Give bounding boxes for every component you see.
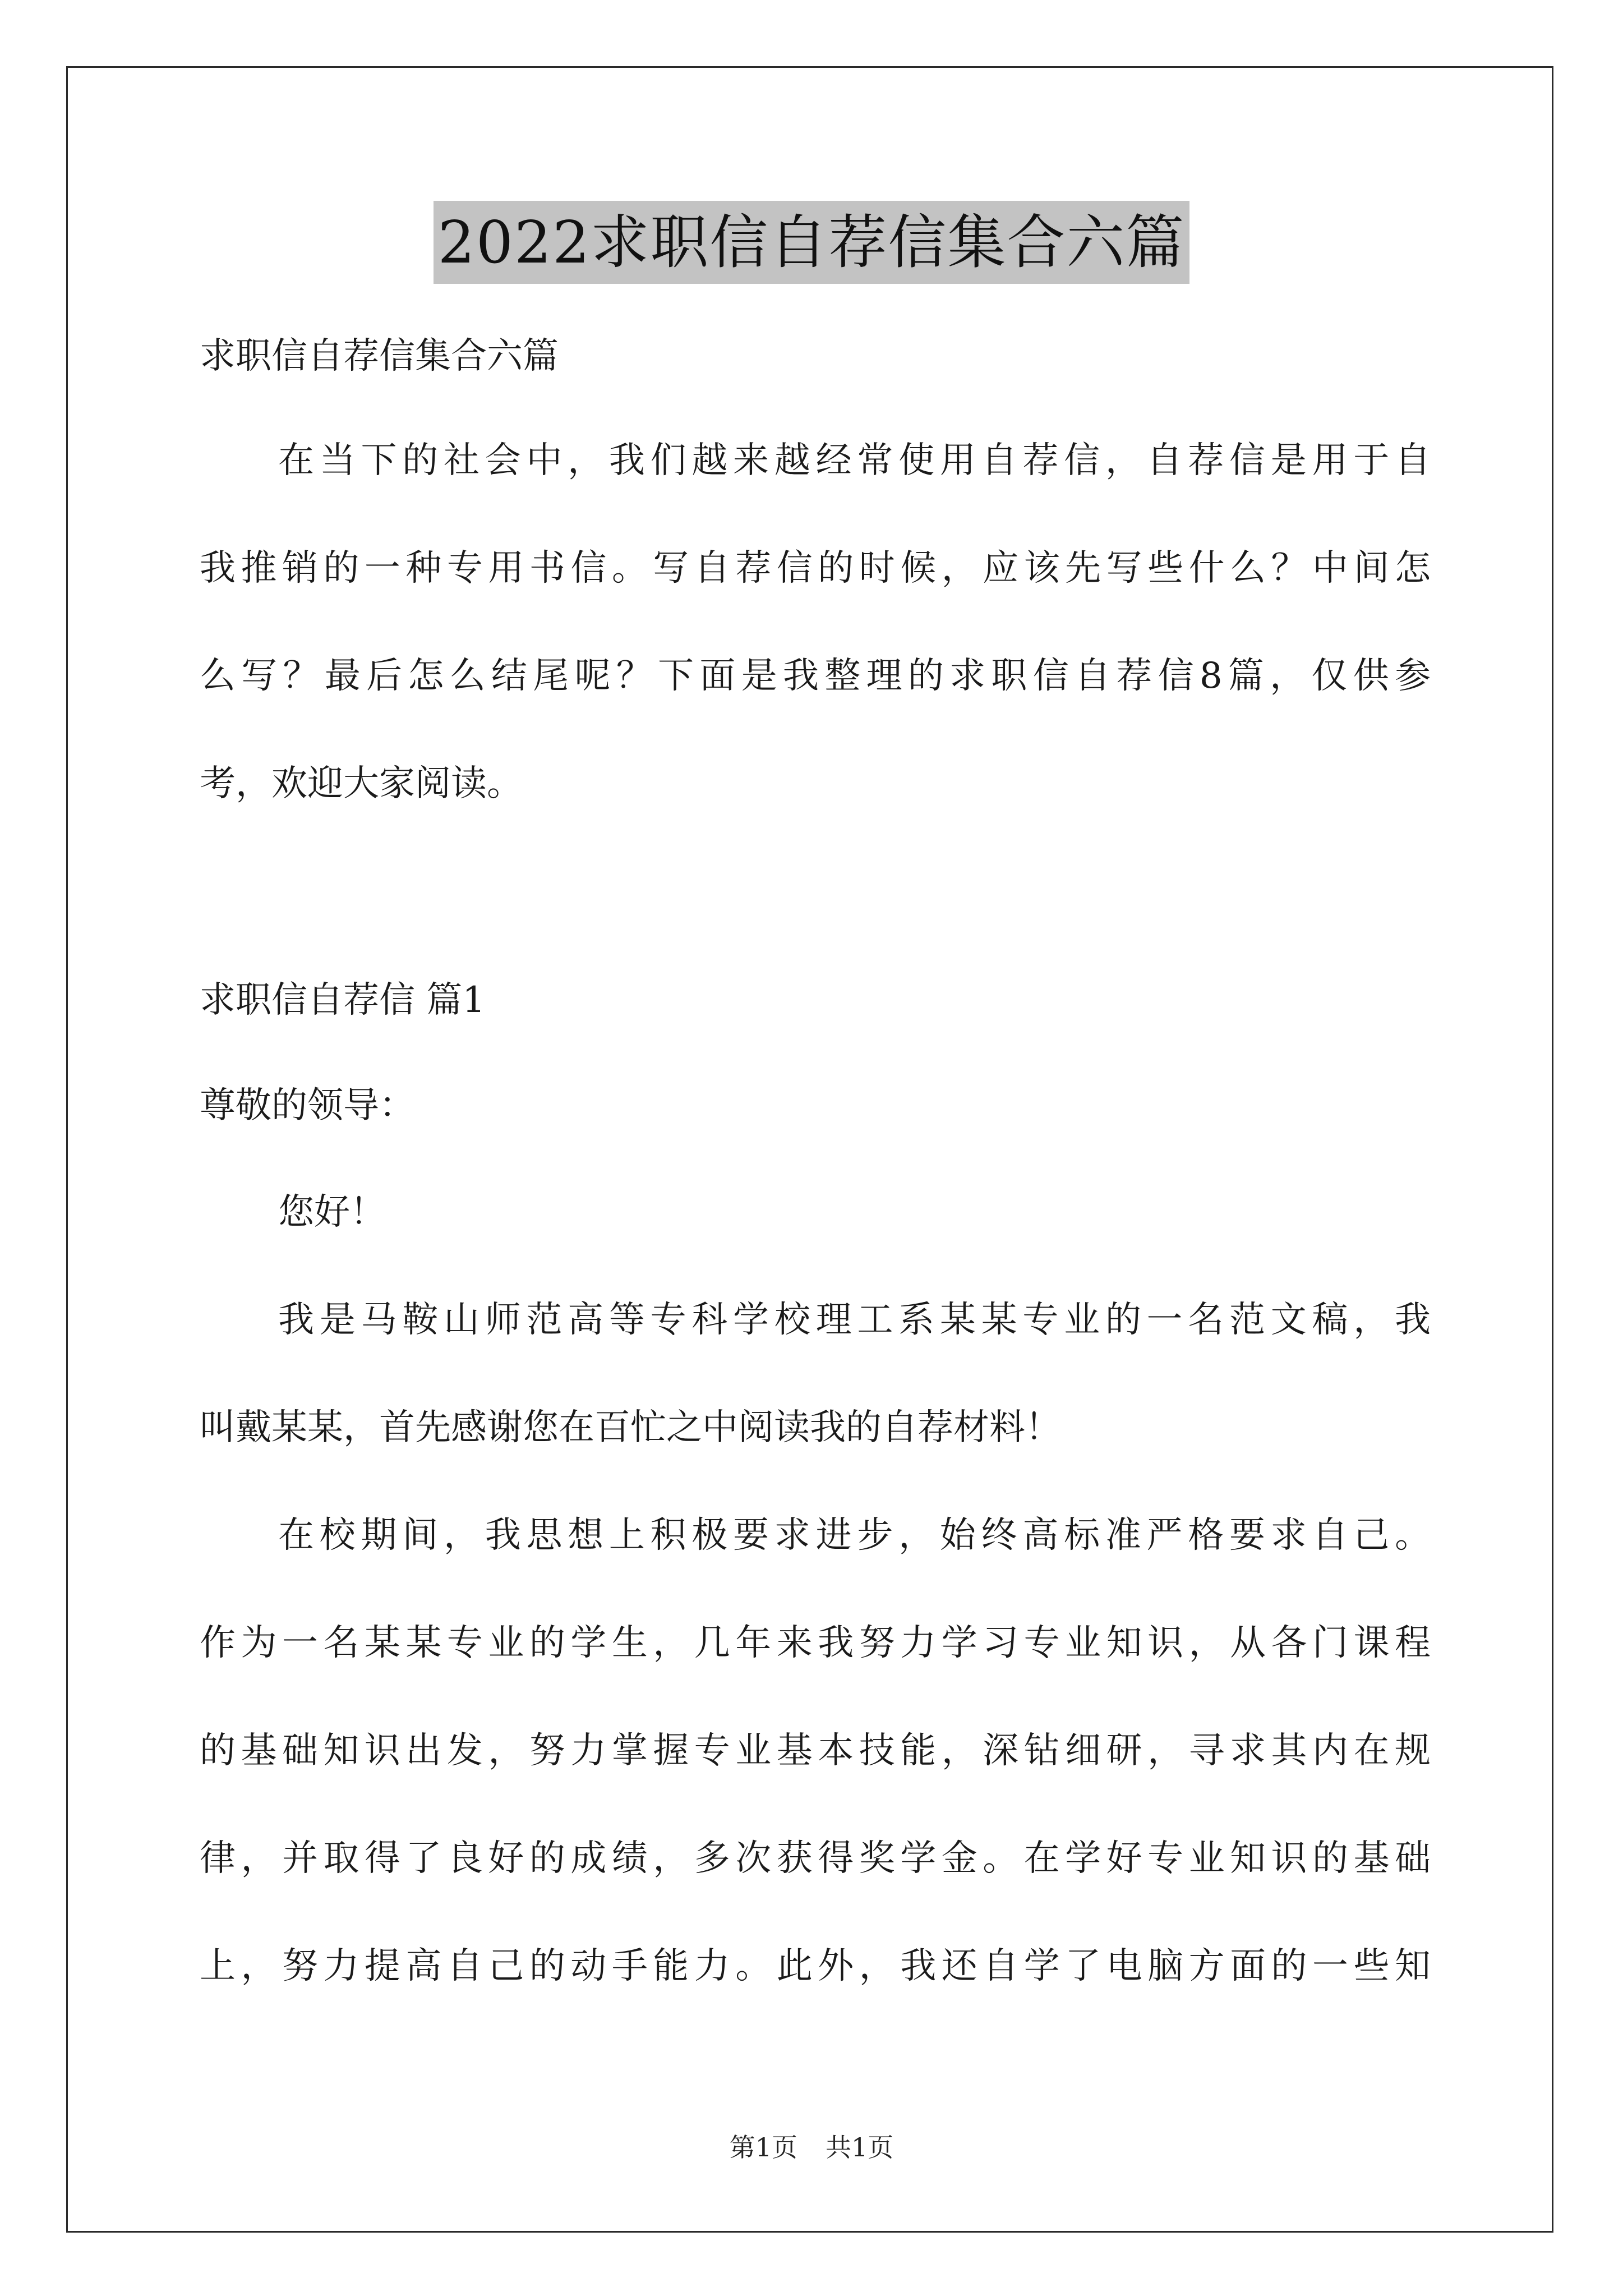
title-container (0, 201, 1623, 284)
paragraph-line: 律，并取得了良好的成绩，多次获得奖学金。在学好专业知识的基础 (200, 1838, 1431, 1879)
paragraph-line: 在校期间，我思想上积极要求进步，始终高标准严格要求自己。 (278, 1515, 1431, 1556)
page-total: 共1页 (826, 2132, 894, 2162)
document-title: 2022求职信自荐信集合六篇 (434, 201, 1190, 284)
page-border (66, 66, 1553, 2233)
intro-line: 在当下的社会中，我们越来越经常使用自荐信，自荐信是用于自 (278, 440, 1431, 481)
paragraph-line: 作为一名某某专业的学生，几年来我努力学习专业知识，从各门课程 (200, 1622, 1431, 1664)
intro-line: 我推销的一种专用书信。写自荐信的时候，应该先写些什么？中间怎 (200, 547, 1431, 589)
greeting: 您好！ (278, 1191, 386, 1233)
paragraph-line: 的基础知识出发，努力掌握专业基本技能，深钻细研，寻求其内在规 (200, 1730, 1431, 1772)
intro-line: 考，欢迎大家阅读。 (200, 763, 523, 804)
paragraph-line: 上，努力提高自己的动手能力。此外，我还自学了电脑方面的一些知 (200, 1945, 1431, 1987)
paragraph-line: 我是马鞍山师范高等专科学校理工系某某专业的一名范文稿，我 (278, 1299, 1431, 1341)
intro-line: 么写？最后怎么结尾呢？下面是我整理的求职信自荐信8篇，仅供参 (200, 655, 1431, 697)
page-footer (0, 2131, 1623, 2164)
page-number: 第1页 (729, 2132, 797, 2162)
salutation: 尊敬的领导： (200, 1085, 415, 1126)
subtitle: 求职信自荐信集合六篇 (200, 335, 559, 377)
section-heading: 求职信自荐信 篇1 (200, 979, 486, 1021)
paragraph-line: 叫戴某某，首先感谢您在百忙之中阅读我的自荐材料！ (200, 1407, 1061, 1448)
